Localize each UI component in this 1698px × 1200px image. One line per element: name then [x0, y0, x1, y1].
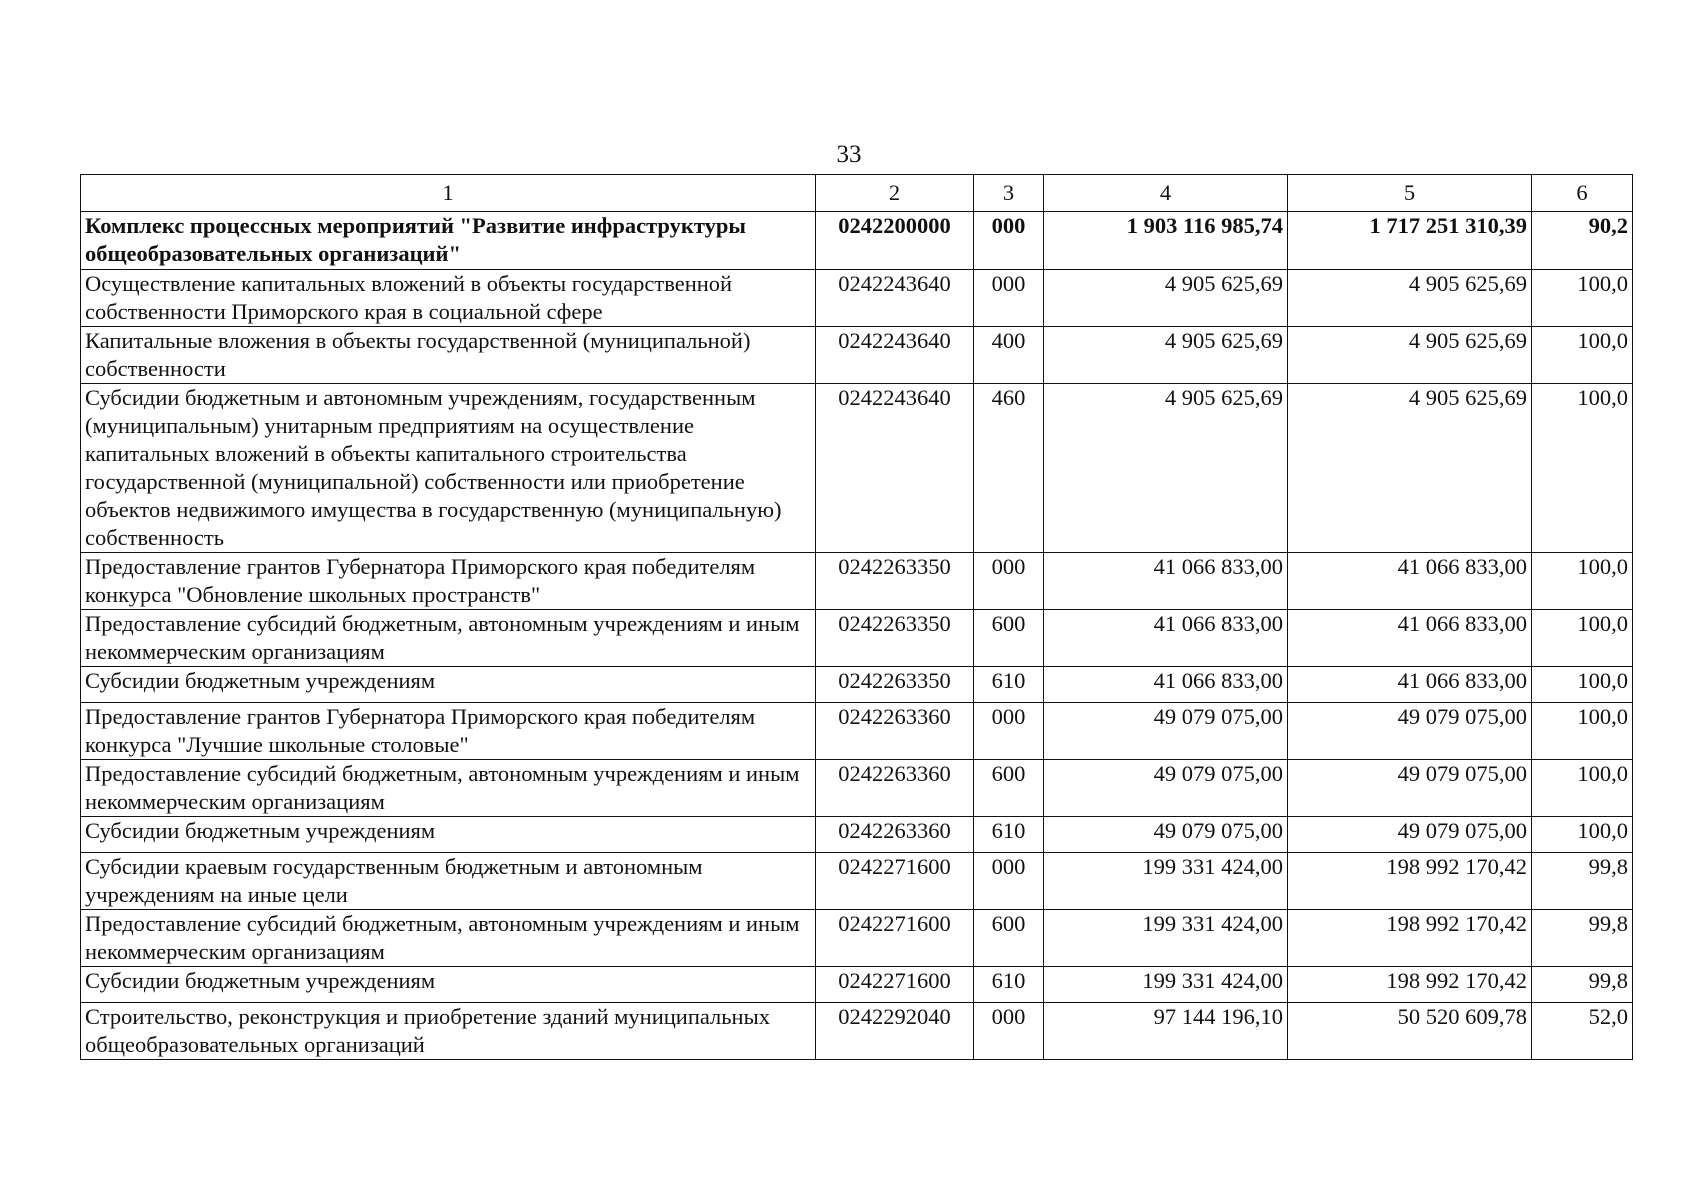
row-name: Предоставление грантов Губернатора Приморского края победителям конкурса "Обновление школьных пространств": [81, 553, 816, 610]
row-expense-type: 600: [974, 910, 1044, 967]
row-expense-type: 610: [974, 817, 1044, 853]
row-plan-amount: 49 079 075,00: [1044, 703, 1288, 760]
row-fact-amount: 198 992 170,42: [1288, 910, 1532, 967]
row-code: 0242271600: [816, 853, 974, 910]
row-percent: 100,0: [1532, 270, 1633, 327]
row-expense-type: 000: [974, 553, 1044, 610]
row-name: Капитальные вложения в объекты государственной (муниципальной) собственности: [81, 327, 816, 384]
table-row: [81, 384, 1633, 553]
row-expense-type: 000: [974, 853, 1044, 910]
row-fact-amount: 50 520 609,78: [1288, 1003, 1532, 1060]
row-name: Субсидии бюджетным учреждениям: [81, 667, 816, 703]
header-col-4: 4: [1044, 175, 1288, 212]
row-name: Субсидии бюджетным учреждениям: [81, 817, 816, 853]
row-name: Субсидии краевым государственным бюджетным и автономным учреждениям на иные цели: [81, 853, 816, 910]
row-code: 0242243640: [816, 327, 974, 384]
table-row: [81, 610, 1633, 667]
header-row: [81, 175, 1633, 212]
row-expense-type: 000: [974, 270, 1044, 327]
table-row: [81, 553, 1633, 610]
row-code: 0242271600: [816, 910, 974, 967]
row-name: Строительство, реконструкция и приобретение зданий муниципальных общеобразовательных организаций: [81, 1003, 816, 1060]
row-plan-amount: 4 905 625,69: [1044, 270, 1288, 327]
row-name: Предоставление грантов Губернатора Приморского края победителям конкурса "Лучшие школьные столовые": [81, 703, 816, 760]
row-expense-type: 000: [974, 212, 1044, 270]
row-plan-amount: 97 144 196,10: [1044, 1003, 1288, 1060]
row-expense-type: 600: [974, 610, 1044, 667]
row-code: 0242263350: [816, 553, 974, 610]
budget-table: [80, 174, 1633, 1060]
row-plan-amount: 4 905 625,69: [1044, 327, 1288, 384]
table-row: [81, 667, 1633, 703]
row-fact-amount: 4 905 625,69: [1288, 270, 1532, 327]
row-fact-amount: 198 992 170,42: [1288, 967, 1532, 1003]
row-code: 0242263360: [816, 703, 974, 760]
table-row: [81, 853, 1633, 910]
header-col-5: 5: [1288, 175, 1532, 212]
row-expense-type: 000: [974, 1003, 1044, 1060]
row-fact-amount: 41 066 833,00: [1288, 667, 1532, 703]
row-plan-amount: 49 079 075,00: [1044, 760, 1288, 817]
row-code: 0242271600: [816, 967, 974, 1003]
row-code: 0242263350: [816, 610, 974, 667]
table-row: [81, 270, 1633, 327]
row-code: 0242243640: [816, 270, 974, 327]
row-percent: 52,0: [1532, 1003, 1633, 1060]
row-plan-amount: 4 905 625,69: [1044, 384, 1288, 553]
header-col-3: 3: [974, 175, 1044, 212]
row-expense-type: 610: [974, 967, 1044, 1003]
row-percent: 100,0: [1532, 760, 1633, 817]
row-expense-type: 400: [974, 327, 1044, 384]
row-name: Предоставление субсидий бюджетным, автономным учреждениям и иным некоммерческим организациям: [81, 910, 816, 967]
row-fact-amount: 4 905 625,69: [1288, 384, 1532, 553]
row-plan-amount: 49 079 075,00: [1044, 817, 1288, 853]
page-number: 33: [836, 141, 862, 168]
row-name: Субсидии бюджетным и автономным учреждениям, государственным (муниципальным) унитарным предприятиям на осуществление капитальных вложений в объекты капитального строительства государственной (муниципальной) собственности или приобретение объектов недвижимого имущества в государственную (муниципальную) собственность: [81, 384, 816, 553]
row-percent: 100,0: [1532, 817, 1633, 853]
row-expense-type: 610: [974, 667, 1044, 703]
row-code: 0242200000: [816, 212, 974, 270]
row-plan-amount: 41 066 833,00: [1044, 553, 1288, 610]
row-expense-type: 460: [974, 384, 1044, 553]
table-row: [81, 327, 1633, 384]
row-fact-amount: 49 079 075,00: [1288, 703, 1532, 760]
row-code: 0242263350: [816, 667, 974, 703]
row-plan-amount: 199 331 424,00: [1044, 910, 1288, 967]
row-code: 0242263360: [816, 817, 974, 853]
row-percent: 100,0: [1532, 327, 1633, 384]
row-percent: 100,0: [1532, 703, 1633, 760]
row-code: 0242243640: [816, 384, 974, 553]
table-row: [81, 967, 1633, 1003]
table-body: [81, 212, 1633, 1060]
row-percent: 90,2: [1532, 212, 1633, 270]
row-percent: 99,8: [1532, 967, 1633, 1003]
row-name: Комплекс процессных мероприятий "Развитие инфраструктуры общеобразовательных организаций": [81, 212, 816, 270]
row-percent: 99,8: [1532, 853, 1633, 910]
row-plan-amount: 41 066 833,00: [1044, 667, 1288, 703]
row-fact-amount: 41 066 833,00: [1288, 610, 1532, 667]
row-name: Предоставление субсидий бюджетным, автономным учреждениям и иным некоммерческим организациям: [81, 760, 816, 817]
row-name: Осуществление капитальных вложений в объекты государственной собственности Приморского края в социальной сфере: [81, 270, 816, 327]
row-percent: 100,0: [1532, 667, 1633, 703]
row-plan-amount: 199 331 424,00: [1044, 967, 1288, 1003]
row-code: 0242292040: [816, 1003, 974, 1060]
row-name: Субсидии бюджетным учреждениям: [81, 967, 816, 1003]
row-percent: 99,8: [1532, 910, 1633, 967]
row-expense-type: 600: [974, 760, 1044, 817]
row-plan-amount: 1 903 116 985,74: [1044, 212, 1288, 270]
header-col-6: 6: [1532, 175, 1633, 212]
table-row: [81, 817, 1633, 853]
row-fact-amount: 4 905 625,69: [1288, 327, 1532, 384]
row-plan-amount: 41 066 833,00: [1044, 610, 1288, 667]
row-fact-amount: 49 079 075,00: [1288, 760, 1532, 817]
table-row: [81, 1003, 1633, 1060]
row-plan-amount: 199 331 424,00: [1044, 853, 1288, 910]
table-row: [81, 760, 1633, 817]
header-col-1: 1: [81, 175, 816, 212]
table-row: [81, 910, 1633, 967]
header-col-2: 2: [816, 175, 974, 212]
row-fact-amount: 1 717 251 310,39: [1288, 212, 1532, 270]
table-row: [81, 703, 1633, 760]
row-fact-amount: 198 992 170,42: [1288, 853, 1532, 910]
row-name: Предоставление субсидий бюджетным, автономным учреждениям и иным некоммерческим организациям: [81, 610, 816, 667]
row-fact-amount: 49 079 075,00: [1288, 817, 1532, 853]
row-fact-amount: 41 066 833,00: [1288, 553, 1532, 610]
row-percent: 100,0: [1532, 553, 1633, 610]
row-expense-type: 000: [974, 703, 1044, 760]
row-percent: 100,0: [1532, 384, 1633, 553]
row-code: 0242263360: [816, 760, 974, 817]
table-row: [81, 212, 1633, 270]
row-percent: 100,0: [1532, 610, 1633, 667]
